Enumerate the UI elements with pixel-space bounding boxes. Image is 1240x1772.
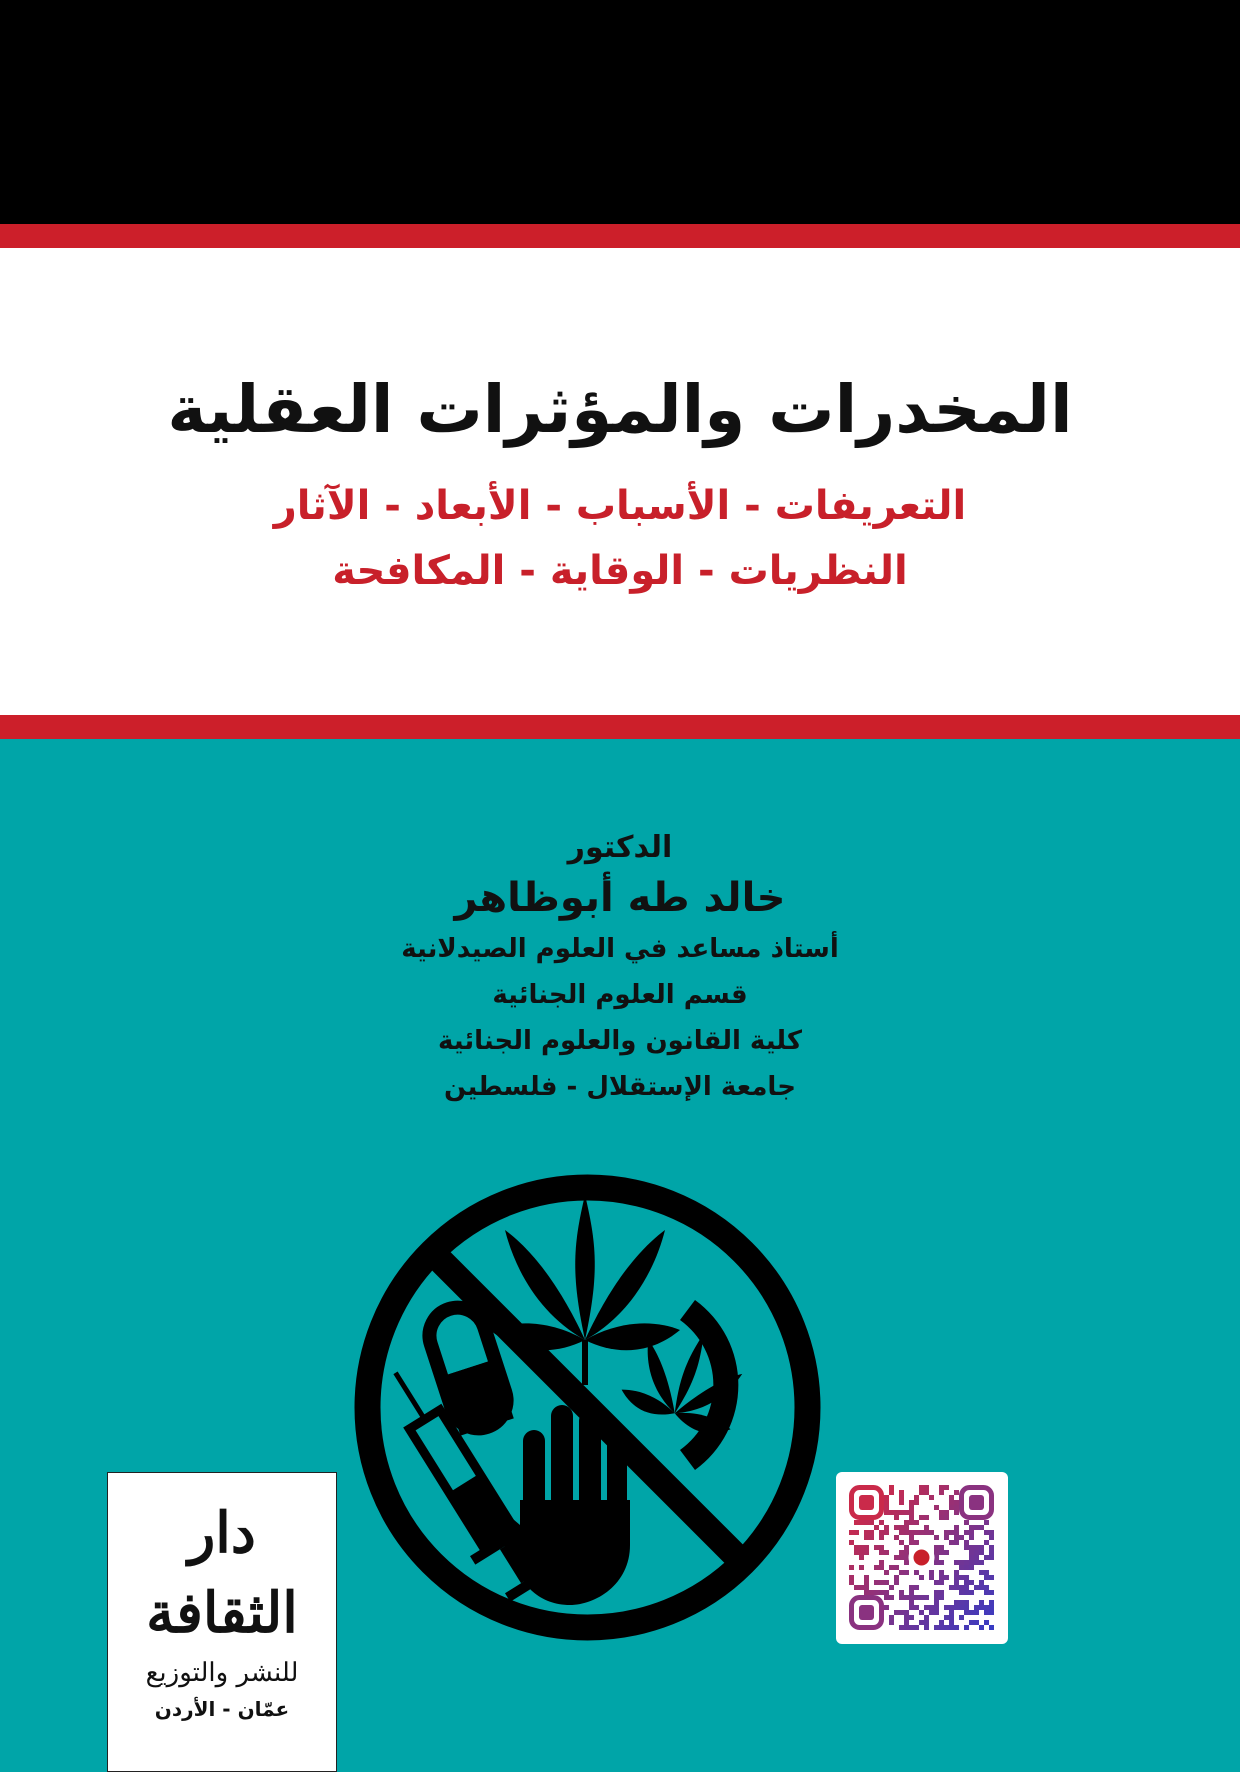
qr-code-icon	[836, 1472, 1008, 1644]
author-name: خالد طه أبوظاهر	[454, 875, 786, 921]
publisher-name: دار الثقافة	[146, 1500, 298, 1646]
top-red-stripe	[0, 224, 1240, 248]
qr-code-graphic	[836, 1472, 1008, 1644]
top-black-band	[0, 0, 1240, 224]
publisher-location: عمّان - الأردن	[154, 1697, 290, 1721]
author-affiliation-3: كلية القانون والعلوم الجنائية	[437, 1026, 803, 1056]
author-affiliation-2: قسم العلوم الجنائية	[492, 980, 748, 1010]
author-affiliation-4: جامعة الإستقلال - فلسطين	[444, 1072, 796, 1102]
author-affiliation-1: أستاذ مساعد في العلوم الصيدلانية	[401, 934, 839, 964]
book-subtitle-line-2: النظريات - الوقاية - المكافحة	[332, 548, 908, 594]
no-drugs-icon	[350, 1170, 825, 1645]
publisher-logo	[107, 1472, 337, 1772]
author-prefix: الدكتور	[567, 830, 673, 865]
bottom-red-stripe	[0, 715, 1240, 739]
book-title: المخدرات والمؤثرات العقلية	[167, 371, 1073, 448]
book-subtitle-line-1: التعريفات - الأسباب - الأبعاد - الآثار	[273, 483, 967, 529]
author-block	[320, 826, 920, 1110]
publisher-subtitle: للنشر والتوزيع	[145, 1658, 299, 1688]
